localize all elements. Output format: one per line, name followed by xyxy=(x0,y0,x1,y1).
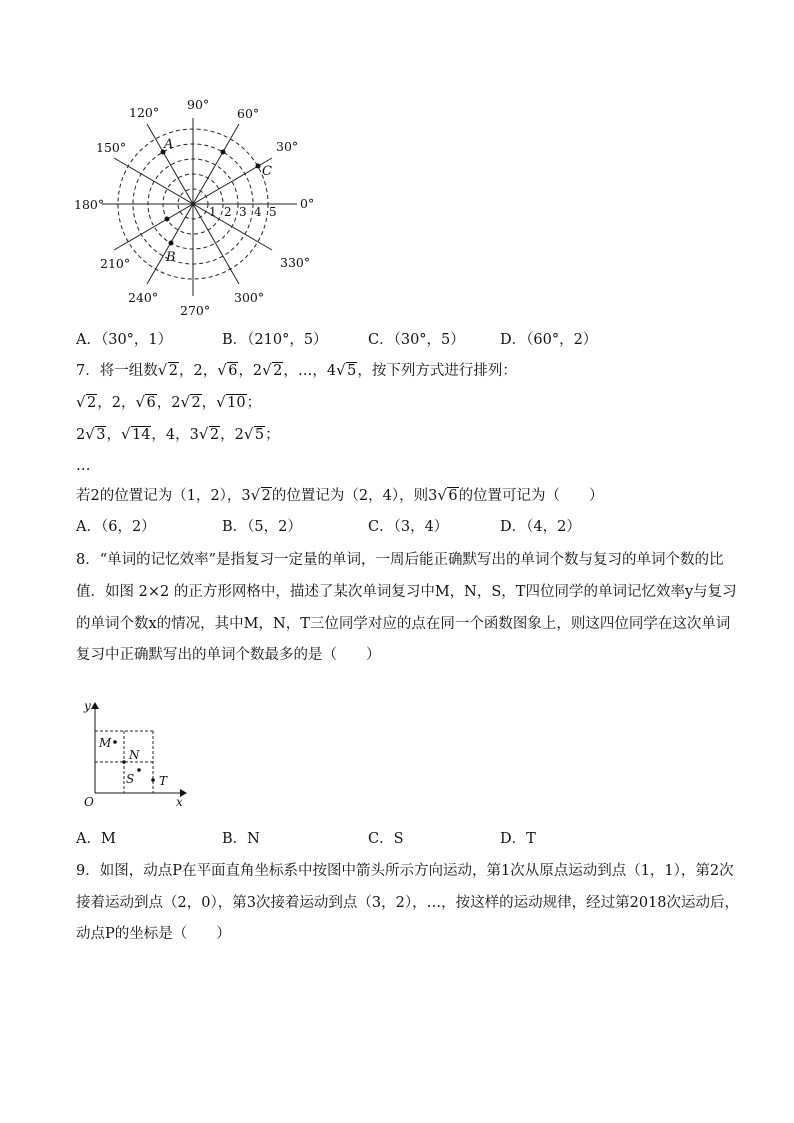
q7-row-1: √ 2，2，√ 6，2√ 2，√ 10； xyxy=(76,393,261,413)
point-n-dot xyxy=(122,760,126,764)
point-s-label: S xyxy=(126,772,135,786)
q7-text: 7．将一组数 xyxy=(76,363,158,379)
point-t-label: T xyxy=(159,774,168,788)
q8-option-a: A．M xyxy=(76,831,116,847)
ring-label-4: 4 xyxy=(254,205,262,219)
q9-line-1: 9．如图，动点P在平面直角坐标系中按图中箭头所示方向运动，第1次从原点运动到点（1，1），第2次 xyxy=(76,863,734,879)
radical: √ 2 xyxy=(200,425,220,445)
angle-label-60: 60° xyxy=(237,106,260,121)
q6-option-a: A．（30°，1） xyxy=(76,332,173,348)
ring-label-1: 1 xyxy=(209,205,217,219)
q9-line-2: 接着运动到点（2，0），第3次接着运动到点（3，2），…，按这样的运动规律，经过第2018次运动后， xyxy=(76,895,740,911)
q7-option-b: B．（5，2） xyxy=(222,519,302,535)
q7-option-a: A．（6，2） xyxy=(76,519,156,535)
origin-label: O xyxy=(84,795,94,809)
q7-ellipsis: … xyxy=(76,458,91,474)
point-b-label: B xyxy=(166,250,176,265)
radical: √ 2 xyxy=(181,393,201,413)
radical: √ 6 xyxy=(218,361,238,381)
q6-option-c: C．（30°，5） xyxy=(368,332,465,348)
radical: √ 3 xyxy=(86,425,106,445)
point-c-label: C xyxy=(262,164,272,179)
radical: √ 2 xyxy=(263,361,283,381)
q8-option-b: B．N xyxy=(222,831,260,847)
q8-line-1: 8．“单词的记忆效率”是指复习一定量的单词，一周后能正确默写出的单词个数与复习的单词个数的比 xyxy=(76,552,724,568)
q8-line-2: 值．如图 2×2 的正方形网格中，描述了某次单词复习中M，N，S，T四位同学的单词记忆效率y与复习 xyxy=(76,584,737,600)
radical: √ 5 xyxy=(337,361,357,381)
angle-label-0: 0° xyxy=(300,196,315,211)
radical: √ 2 xyxy=(77,393,97,413)
q6-option-b: B．（210°，5） xyxy=(222,332,328,348)
q7-option-c: C．（3，4） xyxy=(368,519,449,535)
angle-label-120: 120° xyxy=(129,105,160,120)
point-a-label: A xyxy=(164,137,174,152)
radical: √ 5 xyxy=(245,425,265,445)
radical: √ 14 xyxy=(122,425,151,445)
q6-option-d: D．（60°，2） xyxy=(500,332,598,348)
angle-label-150: 150° xyxy=(96,140,127,155)
point-m-label: M xyxy=(99,736,112,750)
q8-line-3: 的单词个数x的情况，其中M，N，T三位同学对应的点在同一个函数图象上，则这四位同学在这次单词 xyxy=(76,616,731,632)
angle-label-270: 270° xyxy=(180,303,211,318)
angle-label-180: 180° xyxy=(74,197,105,212)
angle-label-90: 90° xyxy=(187,97,210,112)
q7-question: 若2的位置记为（1，2），3√ 2的位置记为（2，4），则3√ 6的位置可记为（ ） xyxy=(76,486,604,506)
q8-line-4: 复习中正确默写出的单词个数最多的是（ ） xyxy=(76,647,381,663)
point-s-dot xyxy=(137,768,141,772)
ring-label-5: 5 xyxy=(269,205,277,219)
point-unlabeled-dot xyxy=(221,150,226,155)
radical: √ 2 xyxy=(159,361,179,381)
angle-label-210: 210° xyxy=(100,256,131,271)
q8-option-c: C．S xyxy=(368,831,404,847)
angle-label-330: 330° xyxy=(280,255,311,270)
radical: √ 2 xyxy=(252,486,272,506)
angle-label-240: 240° xyxy=(128,290,159,305)
polar-figure xyxy=(70,95,330,320)
radical: √ 6 xyxy=(136,393,156,413)
point-t-dot xyxy=(151,778,155,782)
q7-row-2: 2√ 3，√ 14，4，3√ 2，2√ 5； xyxy=(76,425,280,445)
angle-label-300: 300° xyxy=(234,290,265,305)
q8-option-d: D．T xyxy=(500,831,536,847)
q9-line-3: 动点P的坐标是（ ） xyxy=(76,926,231,942)
angle-label-30: 30° xyxy=(276,139,299,154)
radical: √ 6 xyxy=(438,486,458,506)
polar-points xyxy=(161,150,261,246)
ring-label-2: 2 xyxy=(224,205,232,219)
point-unlabeled-dot xyxy=(165,217,170,222)
q7-stem: 7．将一组数√ 2，2，√ 6，2√ 2，…，4√ 5，按下列方式进行排列： xyxy=(76,361,517,381)
y-axis-label: y xyxy=(84,699,91,713)
point-m-dot xyxy=(113,740,117,744)
radical: √ 10 xyxy=(217,393,246,413)
ring-label-3: 3 xyxy=(239,205,247,219)
point-c-dot xyxy=(256,164,261,169)
x-axis-label: x xyxy=(176,795,183,809)
q7-option-d: D．（4，2） xyxy=(500,519,581,535)
point-b-dot xyxy=(169,241,174,246)
q8-graph xyxy=(70,695,200,815)
point-n-label: N xyxy=(129,748,140,762)
